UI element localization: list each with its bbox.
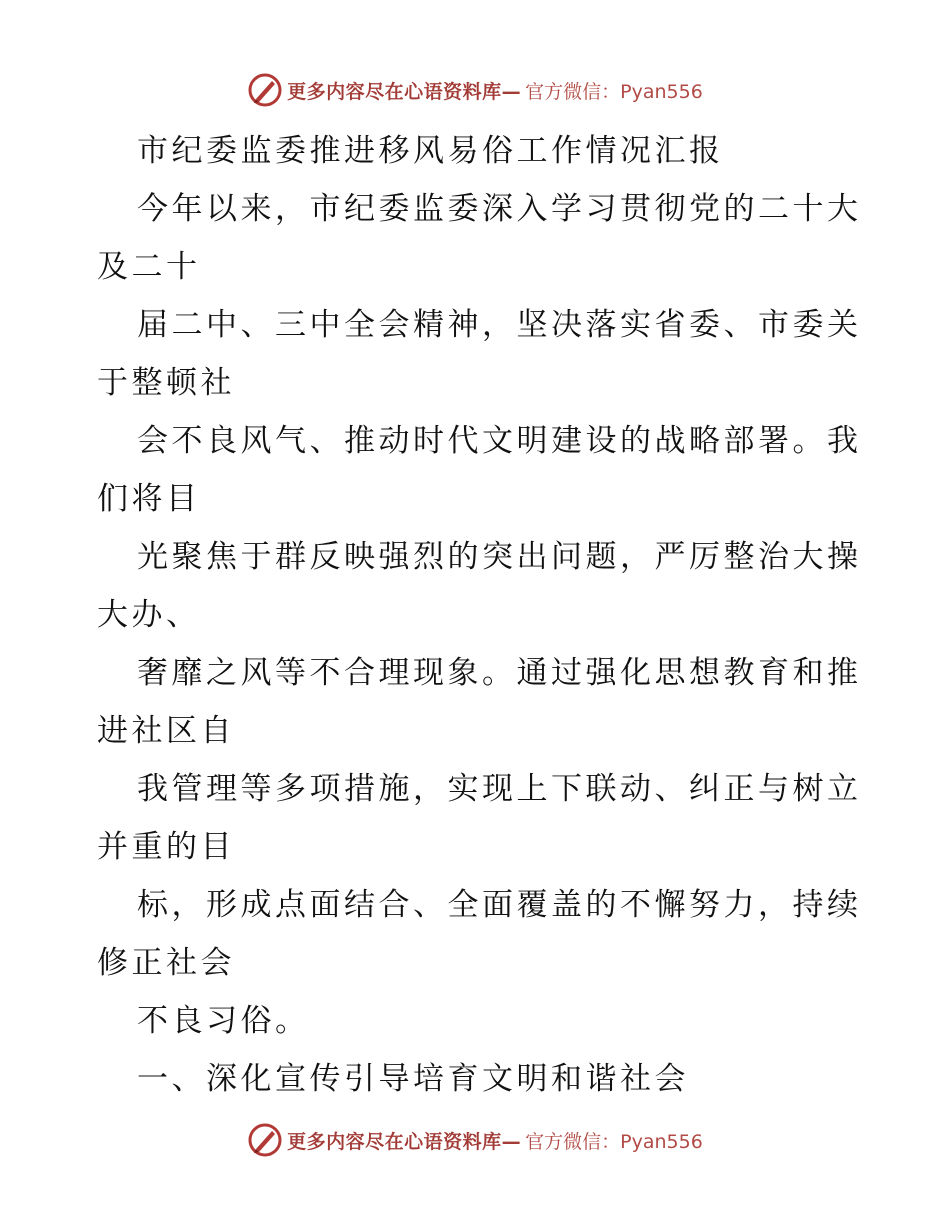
banner-wechat: 官方微信：Pyan556 <box>525 80 703 103</box>
text-line: 标，形成点面结合、全面覆盖的不懈努力，持续 <box>137 887 862 923</box>
text-line: 及二十 <box>97 249 201 285</box>
text-line: 今年以来，市纪委监委深入学习贯彻党的二十大 <box>137 191 862 227</box>
banner-text: 更多内容尽在心语资料库— <box>287 1130 522 1153</box>
text-line: 光聚焦于群反映强烈的突出问题，严厉整治大操 <box>137 539 862 575</box>
text-line: 并重的目 <box>97 829 235 865</box>
text-line: 奢靡之风等不合理现象。通过强化思想教育和推 <box>137 655 862 691</box>
footer-banner <box>0 1120 950 1160</box>
banner-wechat: 官方微信：Pyan556 <box>525 1130 703 1153</box>
text-line: 届二中、三中全会精神，坚决落实省委、市委关 <box>137 307 862 343</box>
text-line: 们将目 <box>97 481 201 517</box>
document-title: 市纪委监委推进移风易俗工作情况汇报 <box>137 133 724 169</box>
text-line: 于整顿社 <box>97 365 235 401</box>
text-line: 进社区自 <box>97 713 235 749</box>
text-line: 大办、 <box>97 597 201 633</box>
document-body <box>97 122 862 1108</box>
text-line: 一、深化宣传引导培育文明和谐社会 <box>137 1061 689 1097</box>
pen-circle-icon <box>247 1122 283 1158</box>
text-line: 修正社会 <box>97 945 235 981</box>
text-line: 会不良风气、推动时代文明建设的战略部署。我 <box>137 423 862 459</box>
text-line: 不良习俗。 <box>137 1003 310 1039</box>
banner-text: 更多内容尽在心语资料库— <box>287 80 522 103</box>
pen-circle-icon <box>247 72 283 108</box>
header-banner <box>0 70 950 110</box>
text-line: 我管理等多项措施，实现上下联动、纠正与树立 <box>137 771 862 807</box>
